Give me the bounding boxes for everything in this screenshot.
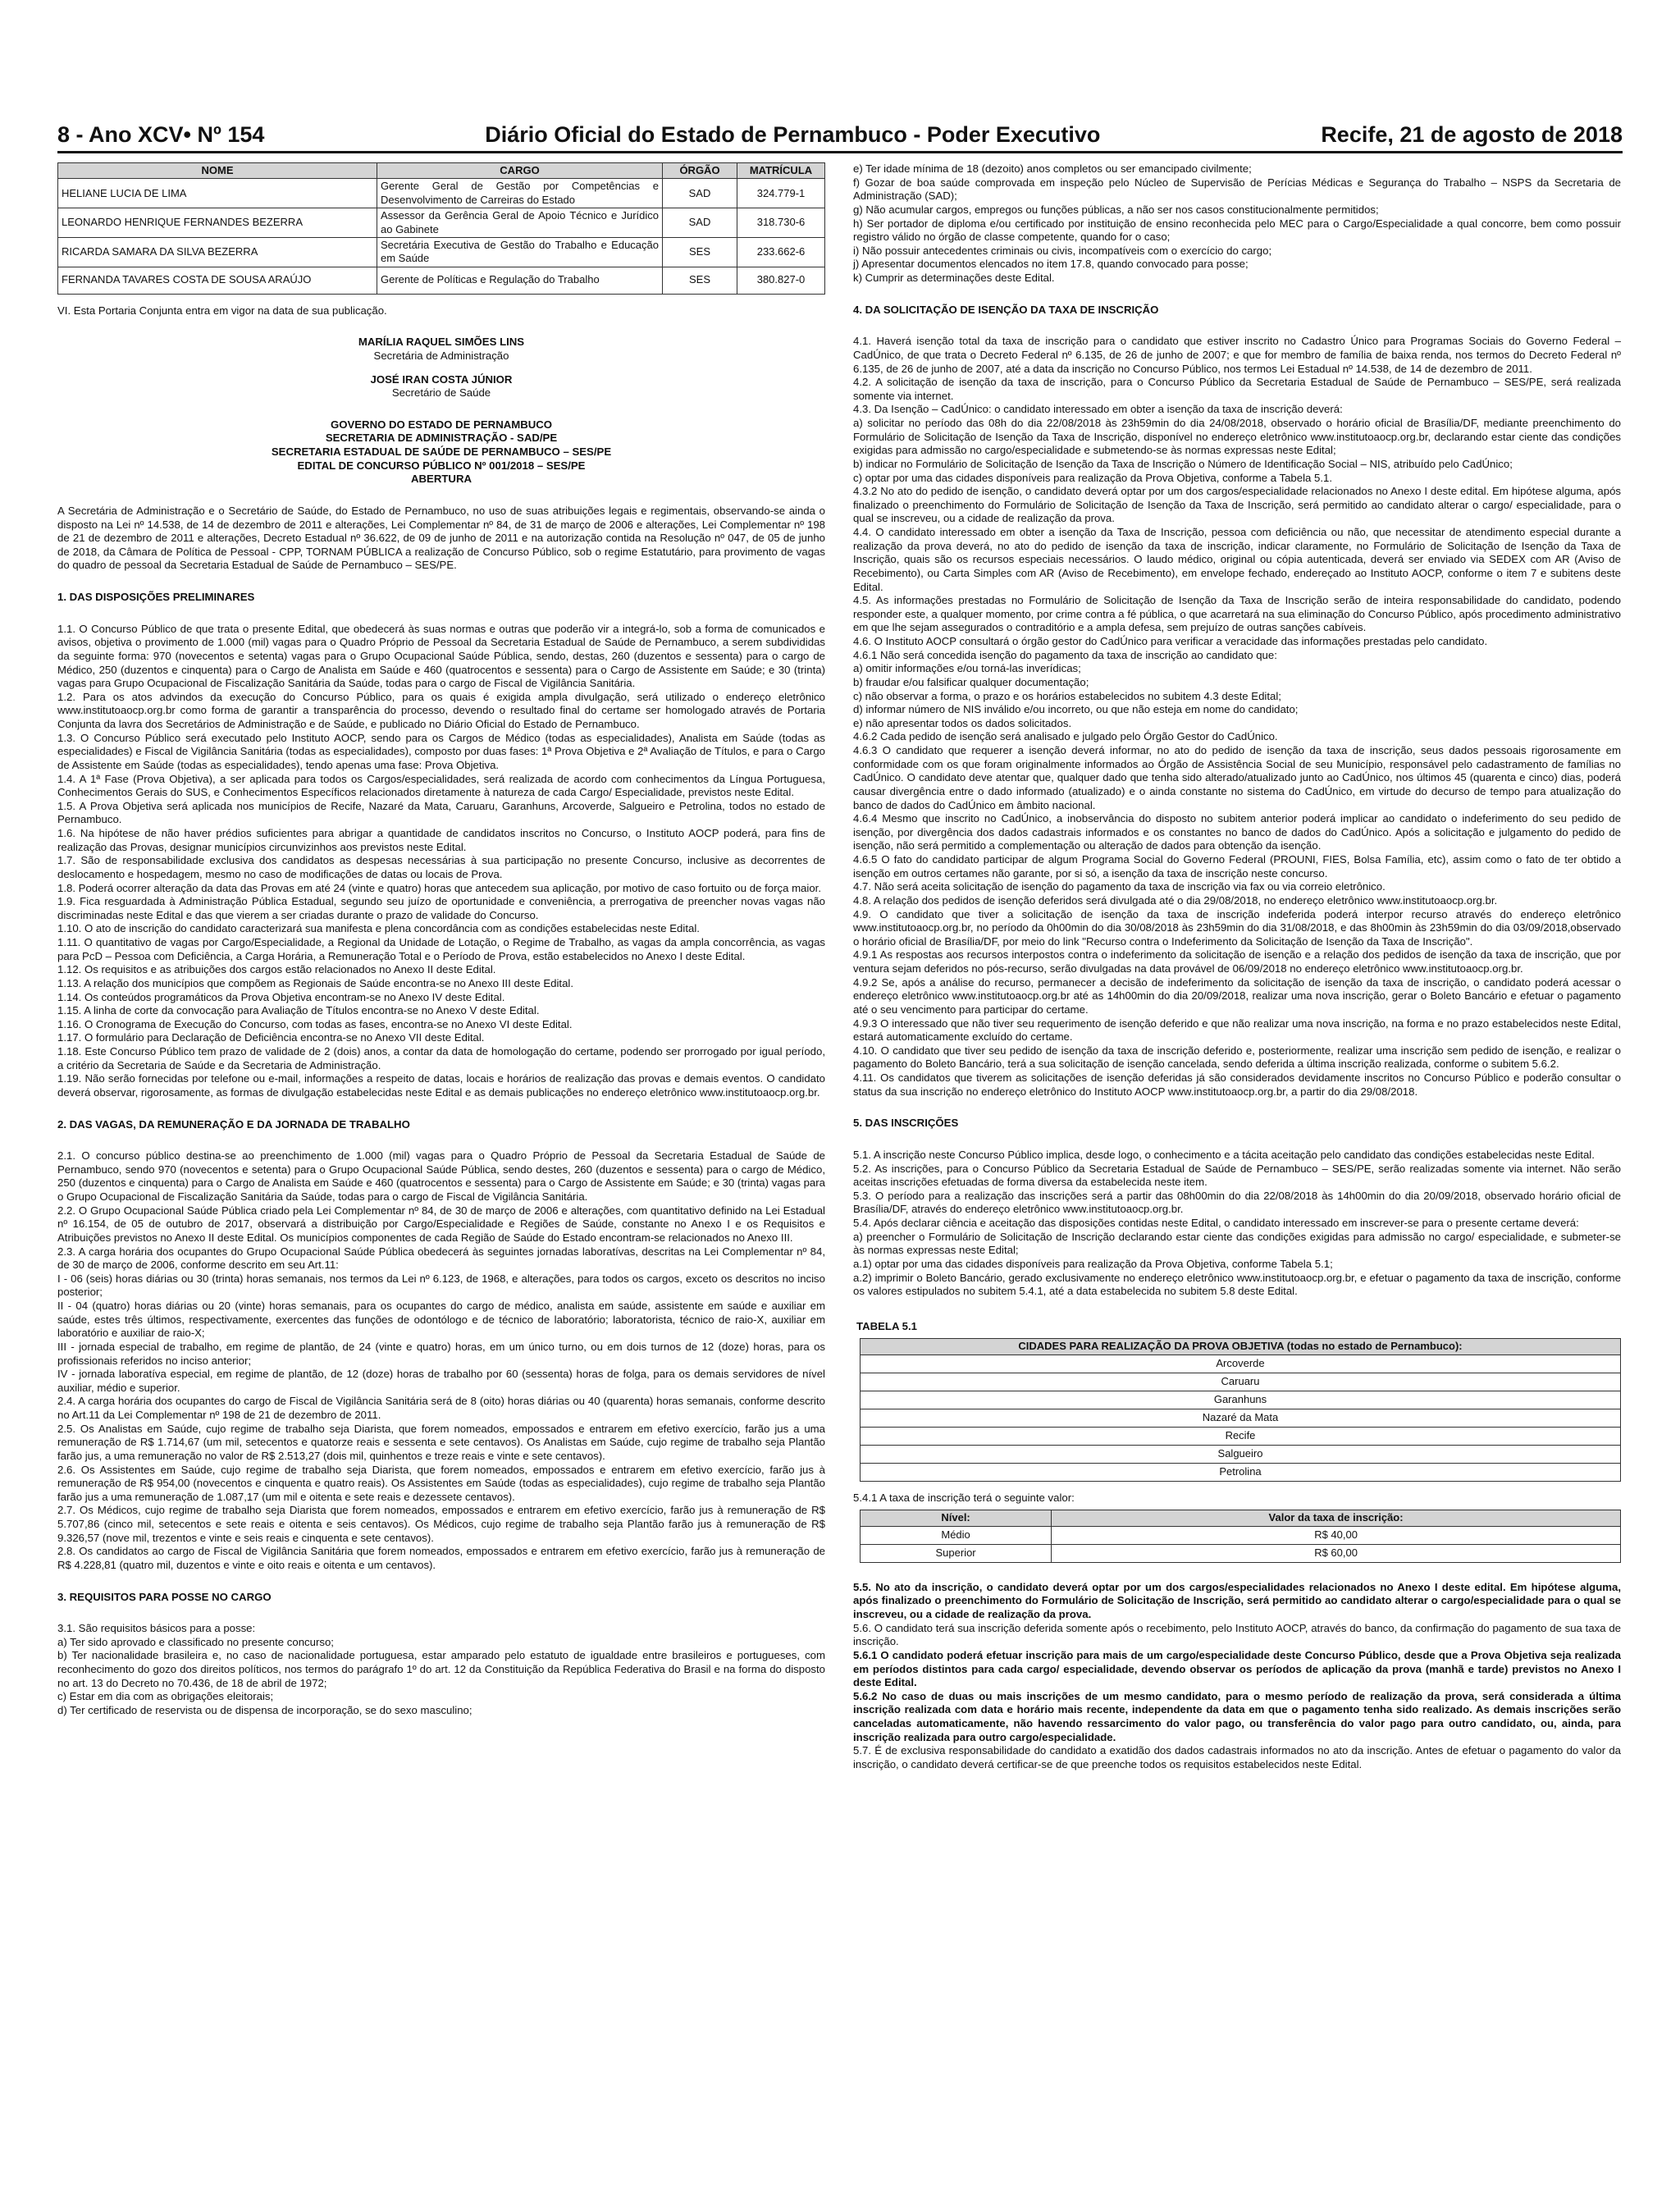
table-row: [861, 1427, 1621, 1445]
paragraph: 1.8. Poderá ocorrer alteração da data das Provas em até 24 (vinte e quatro) horas que antecedem sua aplicação, por motivo de caso fortuito ou de força maior.: [57, 881, 821, 894]
paragraph: h) Ser portador de diploma e/ou certificado por instituição de ensino reconhecida pelo MEC para o Cargo/Especialidade a qual concorre, bem como possuir registro válido no órgão de classe competente, quando for o caso;: [853, 217, 1621, 244]
paragraph: c) Estar em dia com as obrigações eleitorais;: [57, 1690, 274, 1703]
table-cell: 380.827-0: [737, 267, 825, 294]
paragraph: 1.19. Não serão fornecidas por telefone ou e-mail, informações a respeito de datas, locais e horários de realização das provas e demais eventos. O candidato deverá observar, rigorosamente, as formas de divulgação estabelecidas neste Edital e as demais publicações no endereço eletrônico www.institutoaocp.org.br.: [57, 1072, 825, 1099]
paragraph: 2.7. Os Médicos, cujo regime de trabalho seja Diarista que forem nomeados, empossados e entrarem em efetivo exercício, farão jus à remuneração de R$ 5.707,86 (cinco mil, setecentos e sete reais e oitenta e seis centavos). Os Médicos, cujo regime de trabalho seja Plantão farão jus à remuneração de R$ 9.326,57 (nove mil, trezentos e vinte e seis reais e cinquenta e sete centavos).: [57, 1504, 825, 1544]
table-row: [861, 1409, 1621, 1427]
paragraph: 2.1. O concurso público destina-se ao preenchimento de 1.000 (mil) vagas para o Quadro Próprio de Pessoal da Secretaria Estadual de Saúde de Pernambuco, sendo 970 (novecentos e setenta) para o Grupo Ocupacional Saúde Pública, sendo destes, 260 (duzentos e sessenta) para o cargo de Médico, 250 (duzentos e cinquenta) para o Cargo de Analista em Saúde e 460 (quatrocentos e sessenta) para o Cargo de Assistente em Saúde; e 30 (trinta) vagas para o Grupo Ocupacional de Fiscalização Sanitária da Saúde, todas para o cargo de Fiscal de Vigilância Sanitária.: [57, 1149, 825, 1203]
paragraph: 1.18. Este Concurso Público tem prazo de validade de 2 (dois) anos, a contar da data de homologação do certame, podendo ser prorrogado por igual período, a critério da Secretaria de Saúde e da Secretaria de Administração.: [57, 1045, 825, 1071]
paragraph: 5.3. O período para a realização das inscrições será a partir das 08h00min do dia 22/08/2018 às 14h00min do dia 20/09/2018, observado horário oficial de Brasília/DF, através do endereço eletrônico www.institutoaocp.org.br.: [853, 1189, 1621, 1216]
city-cell: Salgueiro: [861, 1445, 1621, 1463]
heading-line: GOVERNO DO ESTADO DE PERNAMBUCO: [330, 418, 553, 431]
table-cell: 324.779-1: [737, 179, 825, 208]
paragraph: 2.4. A carga horária dos ocupantes do cargo de Fiscal de Vigilância Sanitária será de 8 (oito) horas diárias ou 40 (quarenta) horas semanais, conforme descrito no Art.11 da Lei Complementar nº 198 de 21 de dezembro de 2011.: [57, 1395, 825, 1421]
paragraph: d) Ter certificado de reservista ou de dispensa de incorporação, se do sexo masculino;: [57, 1703, 472, 1716]
paragraph: 4.2. A solicitação de isenção da taxa de inscrição, para o Concurso Público da Secretaria Estadual de Saúde de Pernambuco – SES/PE, será realizada somente via internet.: [853, 376, 1621, 402]
paragraph: 1.1. O Concurso Público de que trata o presente Edital, que obedecerá às suas normas e outras que poderão vir a integrá-lo, sob a forma de comunicados e avisos, objetiva o provimento de 1.000 (mil) vagas para o Quadro Próprio de Pessoal da Secretaria Estadual de Saúde de Pernambuco, a serem subdivididas da seguinte forma: 970 (novecentos e setenta) vagas para o Grupo Ocupacional Saúde Pública, sendo, destas, 260 (duzentos e sessenta) para o cargo de Médico, 250 (duzentos e cinquenta) para o Cargo de Analista em Saúde e 460 (quatrocentos e sessenta) para o Cargo de Assistente em Saúde; e 30 (trinta) vagas para Grupo Ocupacional de Fiscalização Sanitária da Saúde, todas para o cargo de Fiscal de Vigilância Sanitária.: [57, 622, 825, 690]
column-header: Valor da taxa de inscrição:: [1052, 1510, 1621, 1526]
table-cell: RICARDA SAMARA DA SILVA BEZERRA: [58, 237, 377, 267]
edital-heading: [57, 418, 825, 487]
table-row: [58, 237, 825, 267]
publication-date: Recife, 21 de agosto de 2018: [1321, 122, 1623, 147]
section-5-body: [853, 1149, 1621, 1299]
section-title: 1. DAS DISPOSIÇÕES PRELIMINARES: [57, 591, 255, 603]
column-header: CIDADES PARA REALIZAÇÃO DA PROVA OBJETIVA (todas no estado de Pernambuco):: [861, 1339, 1621, 1355]
paragraph: 4.5. As informações prestadas no Formulário de Solicitação de Isenção da Taxa de Inscrição serão de inteira responsabilidade do candidato, podendo responder este, a qualquer momento, por crime contra a fé pública, o que acarretará na sua eliminação do Concurso Público, após procedimento administrativo em que lhe sejam assegurados o contraditório e a ampla defesa, sem prejuízo de outras sanções cabíveis.: [853, 594, 1621, 634]
paragraph: 1.16. O Cronograma de Execução do Concurso, com todas as fases, encontra-se no Anexo VI deste Edital.: [57, 1017, 573, 1030]
paragraph: 4.9. O candidato que tiver a solicitação de isenção da taxa de inscrição indeferida poderá interpor recurso através do endereço eletrônico www.institutoaocp.org.br, no período da 0h00min do dia 30/08/2018 às 23h59min do dia 31/08/2018, e das 8h00min às 23h59min do dia 03/09/2018,observado o horário oficial de Brasília/DF, por meio do link "Recurso contra o Indeferimento da Solicitação de Isenção da Taxa de Inscrição".: [853, 907, 1621, 948]
column-header: CARGO: [377, 163, 663, 179]
table-row: [58, 267, 825, 294]
paragraph: IV - jornada laboratíva especial, em regime de plantão, de 12 (doze) horas de trabalho por 60 (sessenta) horas de folga, para os demais servidores de nível auxiliar, médio e superior.: [57, 1368, 825, 1394]
table-row: [861, 1373, 1621, 1391]
paragraph: g) Não acumular cargos, empregos ou funções públicas, a não ser nos casos constitucionalmente permitidos;: [853, 203, 1379, 216]
paragraph: 4.6.1 Não será concedida isenção do pagamento da taxa de inscrição ao candidato que:: [853, 648, 1277, 661]
paragraph: a) Ter sido aprovado e classificado no presente concurso;: [57, 1635, 334, 1648]
table-cell: HELIANE LUCIA DE LIMA: [58, 179, 377, 208]
fees-table: [860, 1510, 1621, 1562]
paragraph: a.2) imprimir o Boleto Bancário, gerado exclusivamente no endereço eletrônico www.institutoaocp.org.br, e efetuar o pagamento da taxa de inscrição, conforme os valores estipulados no subitem 5.4.1, até a data estabelecida no subitem 5.8 deste Edital.: [853, 1271, 1621, 1298]
column-header: NOME: [58, 163, 377, 179]
heading-line: EDITAL DE CONCURSO PÚBLICO Nº 001/2018 – SES/PE: [297, 459, 586, 472]
paragraph: 1.13. A relação dos municípios que compõem as Regionais de Saúde encontra-se no Anexo III deste Edital.: [57, 976, 573, 989]
paragraph: 5.2. As inscrições, para o Concurso Público da Secretaria Estadual de Saúde de Pernambuco – SES/PE, serão realizadas somente via internet. Não serão aceitas inscrições efetuadas de forma diversa da estabelecida neste item.: [853, 1162, 1621, 1189]
table-row: [861, 1355, 1621, 1373]
section-5-continued: [853, 1581, 1621, 1772]
paragraph: 1.10. O ato de inscrição do candidato caracterizará sua manifesta e plena concordância com as condições estabelecidas neste Edital.: [57, 922, 700, 935]
paragraph: b) fraudar e/ou falsificar qualquer documentação;: [853, 675, 1089, 688]
paragraph: II - 04 (quatro) horas diárias ou 20 (vinte) horas semanais, para os ocupantes do cargo de médico, analista em saúde, assistente em saúde e auxiliar em saúde, estes três últimos, respectivamente, exercentes das funções de odontólogo e de técnico de laboratório; laboratorista, técnico de raio-X, auxiliar em laboratório e auxiliar de raio-X;: [57, 1300, 825, 1340]
page-header: [57, 115, 1623, 153]
section-1-body: [57, 623, 825, 1100]
paragraph: 5.6.1 O candidato poderá efetuar inscrição para mais de um cargo/especialidade deste Concurso Público, desde que a Prova Objetiva seja realizada em períodos distintos para cada cargo/ especialidade, devendo observar os períodos de aplicação da prova (manhã e tarde) previstos no Anexo I deste Edital.: [853, 1648, 1621, 1689]
paragraph: 5.4. Após declarar ciência e aceitação das disposições contidas neste Edital, o candidato interessado em inscrever-se para o presente certame deverá:: [853, 1217, 1579, 1229]
table-cell: SES: [663, 267, 737, 294]
table-row: [861, 1391, 1621, 1409]
paragraph: c) não observar a forma, o prazo e os horários estabelecidos no subitem 4.3 deste Edital;: [853, 689, 1281, 702]
signatory-role: Secretária de Administração: [373, 349, 509, 362]
paragraph: f) Gozar de boa saúde comprovada em inspeção pelo Núcleo de Supervisão de Perícias Médicas e Segurança do Trabalho – NSPS da Secretaria de Administração (SAD);: [853, 176, 1621, 203]
paragraph: 2.8. Os candidatos ao cargo de Fiscal de Vigilância Sanitária que forem nomeados, empossados e entrarem em efetivo exercício, farão jus à remuneração de R$ 4.228,81 (quatro mil, duzentos e vinte e oito reais e oitenta e um centavos).: [57, 1545, 825, 1571]
paragraph: 5.6. O candidato terá sua inscrição deferida somente após o recebimento, pelo Instituto AOCP, através do banco, da confirmação do pagamento de sua taxa de inscrição.: [853, 1621, 1621, 1648]
table-row: [58, 208, 825, 238]
city-cell: Recife: [861, 1427, 1621, 1445]
paragraph: j) Apresentar documentos elencados no item 17.8, quando convocado para posse;: [853, 258, 1249, 271]
paragraph: 4.11. Os candidatos que tiverem as solicitações de isenção deferidas já são considerados devidamente inscritos no Concurso Público e poderão consultar o status da sua inscrição no endereço eletrônico do Instituto AOCP www.institutoaocp.org.br, a partir do dia 29/08/2018.: [853, 1071, 1621, 1098]
paragraph: 1.5. A Prova Objetiva será aplicada nos municípios de Recife, Nazaré da Mata, Caruaru, Garanhuns, Arcoverde, Salgueiro e Petrolina, todos no estado de Pernambuco.: [57, 799, 825, 826]
table-cell: Secretária Executiva de Gestão do Trabalho e Educação em Saúde: [377, 237, 663, 267]
table-cell: 233.662-6: [737, 237, 825, 267]
table-cell: FERNANDA TAVARES COSTA DE SOUSA ARAÚJO: [58, 267, 377, 294]
paragraph: 4.10. O candidato que tiver seu pedido de isenção da taxa de inscrição deferido e, posteriormente, realizar uma inscrição sem pedido de isenção, e realizar o pagamento do Boleto Bancário, terá a sua solicitação de isenção cancelada, sendo deferida a última inscrição realizada, conforme o subitem 5.6.2.: [853, 1044, 1621, 1071]
paragraph: b) Ter nacionalidade brasileira e, no caso de nacionalidade portuguesa, estar amparado pelo estatuto de igualdade entre brasileiros e portugueses, com reconhecimento do gozo dos direitos políticos, nos termos do parágrafo 1º do art. 12 da Constituição da República Federativa do Brasil e na forma do disposto no art. 13 do Decreto no 70.436, de 18 de abril de 1972;: [57, 1649, 825, 1689]
paragraph: III - jornada especial de trabalho, em regime de plantão, de 24 (vinte e quatro) horas, em um único turno, ou em dois turnos de 12 (doze) horas, para os profissionais referidos no inciso anterior;: [57, 1340, 825, 1367]
paragraph: 4.7. Não será aceita solicitação de isenção do pagamento da taxa de inscrição via fax ou via correio eletrônico.: [853, 880, 1386, 893]
effective-clause: VI. Esta Portaria Conjunta entra em vigor na data de sua publicação.: [57, 304, 387, 317]
paragraph: 5.7. É de exclusiva responsabilidade do candidato a exatidão dos dados cadastrais informados no ato da inscrição. Antes de efetuar o pagamento do valor da inscrição, o candidato deverá certificar-se de que preenche todos os requisitos estabelecidos neste Edital.: [853, 1744, 1621, 1770]
intro-paragraph: A Secretária de Administração e o Secretário de Saúde, do Estado de Pernambuco, no uso de suas atribuições legais e regimentais, observando-se ainda o disposto na Lei nº 14.538, de 14 de dezembro de 2011 e alterações, Lei Complementar nº 84, de 31 de março de 2006 e alterações, Lei Complementar nº 198 de 21 de dezembro de 2011 e alterações, Decreto Estadual nº 36.622, de 09 de junho de 2011 e na autorização contida na Resolução nº 047, de 05 de junho de 2018, da Câmara de Política de Pessoal - CPP, TORNAM PÚBLICA a realização de Concurso Público, sob o regime Estatutário, para provimento de vagas do quadro de pessoal da Secretaria Estadual de Saúde de Pernambuco – SES/PE.: [57, 504, 825, 572]
paragraph: a) solicitar no período das 08h do dia 22/08/2018 às 23h59min do dia 24/08/2018, observado o horário oficial de Brasília/DF, mediante preenchimento do Formulário de Solicitação de Isenção da Taxa de Inscrição, disponível no endereço eletrônico www.institutoaocp.org.br, declarando estar ciente das condições exigidas para admissão no cargo/especialidade e submetendo-se às normas expressas neste Edital;: [853, 417, 1621, 457]
table-cell: R$ 40,00: [1052, 1526, 1621, 1544]
paragraph: e) Ter idade mínima de 18 (dezoito) anos completos ou ser emancipado civilmente;: [853, 162, 1252, 175]
table-cell: Assessor da Gerência Geral de Apoio Técnico e Jurídico ao Gabinete: [377, 208, 663, 238]
table-cell: Médio: [861, 1526, 1052, 1544]
table-row: [861, 1544, 1621, 1562]
signatory-name: MARÍLIA RAQUEL SIMÕES LINS: [358, 336, 525, 349]
paragraph: d) informar número de NIS inválido e/ou incorreto, ou que não esteja em nome do candidato;: [853, 703, 1299, 716]
publication-title: Diário Oficial do Estado de Pernambuco - Poder Executivo: [485, 122, 1101, 147]
paragraph: 4.9.1 As respostas aos recursos interpostos contra o indeferimento da solicitação de isenção e a relação dos pedidos de isenção da taxa de inscrição, que por ventura sejam deferidos no pós-recurso, serão divulgadas na data provável de 06/09/2018 no endereço eletrônico www.institutoaocp.org.br.: [853, 948, 1621, 975]
paragraph: 3.1. São requisitos básicos para a posse:: [57, 1622, 256, 1635]
paragraph: a) omitir informações e/ou torná-las inverídicas;: [853, 662, 1081, 675]
paragraph: 4.9.3 O interessado que não tiver seu requerimento de isenção deferido e que não realizar uma nova inscrição, na forma e no prazo estabelecidos neste Edital, estará automaticamente excluído do certame.: [853, 1016, 1621, 1044]
paragraph: 4.3. Da Isenção – CadÚnico: o candidato interessado em obter a isenção da taxa de inscrição deverá:: [853, 403, 1343, 416]
paragraph: 1.14. Os conteúdos programáticos da Prova Objetiva encontram-se no Anexo IV deste Edital.: [57, 990, 505, 1003]
table-cell: LEONARDO HENRIQUE FERNANDES BEZERRA: [58, 208, 377, 238]
heading-line: SECRETARIA ESTADUAL DE SAÚDE DE PERNAMBUCO – SES/PE: [271, 445, 612, 458]
paragraph: k) Cumprir as determinações deste Edital.: [853, 272, 1055, 284]
city-cell: Arcoverde: [861, 1355, 1621, 1373]
city-cell: Petrolina: [861, 1463, 1621, 1481]
paragraph: 5.5. No ato da inscrição, o candidato deverá optar por um dos cargos/especialidades relacionados no Anexo I deste edital. Em hipótese alguma, após finalizado o preenchimento do Formulário de Solicitação de Inscrição, será permitido ao candidato alterar o cargo/especialidade para o qual se inscreveu, ou a cidade de realização da prova.: [853, 1580, 1621, 1620]
table-row: [861, 1463, 1621, 1481]
paragraph: 1.7. São de responsabilidade exclusiva dos candidatos as despesas necessárias à sua participação no presente Concurso, inclusive as decorrentes de deslocamento e hospedagem, mesmo no caso de modificações de datas ou locais de Prova.: [57, 854, 825, 880]
table-row: [861, 1526, 1621, 1544]
table-cell: Superior: [861, 1544, 1052, 1562]
paragraph: 4.6.5 O fato do candidato participar de algum Programa Social do Governo Federal (PROUNI, FIES, Bolsa Família, etc), assim como o fato de ter obtido a isenção em outros certames não garante, por si só, a isenção da taxa de inscrição neste concurso.: [853, 853, 1621, 879]
right-column: [853, 162, 1621, 1772]
section-4-body: [853, 335, 1621, 1099]
section-title: 2. DAS VAGAS, DA REMUNERAÇÃO E DA JORNADA DE TRABALHO: [57, 1117, 410, 1131]
paragraph: a.1) optar por uma das cidades disponíveis para realização da Prova Objetiva, conforme Tabela 5.1;: [853, 1257, 1333, 1270]
section-3-continued: [853, 162, 1621, 286]
newspaper-page: [57, 0, 1623, 2202]
table-header-row: [58, 163, 825, 179]
section-2-body: [57, 1149, 825, 1572]
paragraph: I - 06 (seis) horas diárias ou 30 (trinta) horas semanais, nos termos da Lei nº 6.123, de 1968, e alterações, para todos os cargos, exceto os descritos no inciso posterior;: [57, 1272, 825, 1299]
heading-line: SECRETARIA DE ADMINISTRAÇÃO - SAD/PE: [325, 432, 558, 445]
paragraph: 1.3. O Concurso Público será executado pelo Instituto AOCP, sendo para os Cargos de Médico (todas as especialidades), Analista em Saúde (todas as especialidades) e Fiscal de Vigilância Sanitária (todas as especialidades), composto por duas fases: 1ª Prova Objetiva e 2ª Avaliação de Títulos, e para o Cargo de Assistente em Saúde (todas as especialidades), tendo apenas uma fase: Prova Objetiva.: [57, 731, 825, 771]
section-title: 4. DA SOLICITAÇÃO DE ISENÇÃO DA TAXA DE INSCRIÇÃO: [853, 303, 1159, 316]
table-row: [58, 179, 825, 208]
city-cell: Garanhuns: [861, 1391, 1621, 1409]
column-header: ÓRGÃO: [663, 163, 737, 179]
paragraph: c) optar por uma das cidades disponíveis para realização da Prova Objetiva, conforme a Tabela 5.1.: [853, 471, 1332, 484]
paragraph: b) indicar no Formulário de Solicitação de Isenção da Taxa de Inscrição o Número de Identificação Social – NIS, atribuído pelo CadÚnico;: [853, 457, 1513, 470]
paragraph: 4.6. O Instituto AOCP consultará o órgão gestor do CadÚnico para verificar a veracidade das informações prestadas pelo candidato.: [853, 635, 1488, 647]
paragraph: 4.1. Haverá isenção total da taxa de inscrição para o candidato que estiver inscrito no Cadastro Único para Programas Sociais do Governo Federal – CadÚnico, de que trata o Decreto Federal nº 6.135, de 26 de junho de 2007; e que for membro de família de baixa renda, nos termos do Decreto Federal nº 6.135, de 26 de junho de 2007, até a data da inscrição no Concurso Público, nos termos Lei Estadual nº 14.538, de 14 de dezembro de 2011.: [853, 335, 1621, 375]
paragraph: 5.1. A inscrição neste Concurso Público implica, desde logo, o conhecimento e a tácita aceitação pelo candidato das condições estabelecidas neste Edital.: [853, 1148, 1595, 1161]
paragraph: 1.12. Os requisitos e as atribuições dos cargos estão relacionados no Anexo II deste Edital.: [57, 963, 496, 976]
paragraph: 1.17. O formulário para Declaração de Deficiência encontra-se no Anexo VII deste Edital.: [57, 1031, 485, 1044]
paragraph: 4.8. A relação dos pedidos de isenção deferidos será divulgada até o dia 29/08/2018, no endereço eletrônico www.institutoaocp.org.br.: [853, 893, 1498, 907]
paragraph: 2.6. Os Assistentes em Saúde, cujo regime de trabalho seja Diarista, que forem nomeados, empossados e entrarem em efetivo exercício, farão jus à remuneração de R$ 954,00 (novecentos e cinquenta e quatro reais). Os Assistentes em Saúde (todas as especialidades), cujo regime de trabalho seja Plantão farão jus a uma remuneração de 1.087,17 (um mil e oitenta e sete reais e dezessete centavos).: [57, 1463, 825, 1503]
paragraph: 4.3.2 No ato do pedido de isenção, o candidato deverá optar por um dos cargos/especialidade relacionados no Anexo I deste edital. Em hipótese alguma, após finalizado o preenchimento do Formulário de Solicitação de Isenção da Taxa de Inscrição, será permitido ao candidato alterar o cargo/ especialidade, para o qual se inscreveu, ou a cidade de realização da prova.: [853, 485, 1621, 525]
table-title: TABELA 5.1: [856, 1319, 918, 1332]
column-header: Nível:: [861, 1510, 1052, 1526]
signatory-role: Secretário de Saúde: [391, 386, 491, 400]
names-table: [57, 162, 825, 295]
paragraph: 5.6.2 No caso de duas ou mais inscrições de um mesmo candidato, para o mesmo período de realização da prova, será considerada a última inscrição realizada com data e horário mais recente, independente da data em que o pagamento tenha sido realizado. As demais inscrições serão canceladas automaticamente, não havendo ressarcimento do valor pago, ou transferência do valor pago para outro candidato, ou, ainda, para inscrição realizada para outro cargo/especialidade.: [853, 1689, 1621, 1743]
signatory-name: JOSÉ IRAN COSTA JÚNIOR: [370, 372, 513, 386]
table-cell: Gerente Geral de Gestão por Competências e Desenvolvimento de Carreiras do Estado: [377, 179, 663, 208]
table-cell: 318.730-6: [737, 208, 825, 238]
city-cell: Nazaré da Mata: [861, 1409, 1621, 1427]
paragraph: i) Não possuir antecedentes criminais ou civis, incompatíveis com o exercício do cargo;: [853, 244, 1272, 257]
table-cell: Gerente de Políticas e Regulação do Trabalho: [377, 267, 663, 294]
table-cell: SAD: [663, 208, 737, 238]
page-number: 8 - Ano XCV• Nº 154: [57, 122, 265, 147]
table-cell: SES: [663, 237, 737, 267]
paragraph: 2.5. Os Analistas em Saúde, cujo regime de trabalho seja Diarista, que forem nomeados, empossados e entrarem em efetivo exercício, farão jus a uma remuneração de R$ 1.714,67 (um mil, setecentos e quatorze reais e sessenta e sete centavos). Os Analistas em Saúde, cujo regime de trabalho seja Plantão farão jus, a uma remuneração no valor de R$ 2.513,27 (dois mil, quinhentos e treze reais e vinte e sete centavos).: [57, 1422, 825, 1462]
city-cell: Caruaru: [861, 1373, 1621, 1391]
paragraph: 1.2. Para os atos advindos da execução do Concurso Público, para os quais é exigida ampla divulgação, será utilizado o endereço eletrônico www.institutoaocp.org.br como forma de garantir a transparência do processo, devendo o resultado final do certame ser homologado através de Portaria Conjunta da lavra dos Secretários de Administração e de Saúde, e publicado no Diário Oficial do Estado de Pernambuco.: [57, 690, 825, 730]
table-cell: R$ 60,00: [1052, 1544, 1621, 1562]
paragraph: 4.6.3 O candidato que requerer a isenção deverá informar, no ato do pedido de isenção da taxa de inscrição, seus dados pessoais rigorosamente em conformidade com os que foram originalmente informados ao Órgão de Assistência Social de seu Município, responsável pelo cadastramento de famílias no CadÚnico. O candidato deve atentar que, qualquer dado que tenha sido alterado/atualizado junto ao CadÚnico, nos últimos 45 (quarenta e cinco) dias, poderá causar divergência entre o dado informado (atualizado) e o ainda constante no sistema do CadÚnico, em virtude do decurso de tempo para atualização do banco de dados do CadÚnico em âmbito nacional.: [853, 744, 1621, 811]
paragraph: 1.4. A 1ª Fase (Prova Objetiva), a ser aplicada para todos os Cargos/especialidades, será realizada de acordo com conhecimentos da Língua Portuguesa, Conhecimentos Gerais do SUS, e Conhecimentos Específicos relacionados diretamente à natureza de cada Cargo/ Especialidade, previstos neste Edital.: [57, 772, 825, 799]
section-title: 3. REQUISITOS PARA POSSE NO CARGO: [57, 1590, 272, 1603]
paragraph: 1.9. Fica resguardada à Administração Pública Estadual, segundo seu juízo de oportunidade e conveniência, a prerrogativa de preencher novas vagas não discriminadas neste Edital e das que vierem a ser criadas durante o prazo de validade do Concurso.: [57, 895, 825, 921]
paragraph: 4.9.2 Se, após a análise do recurso, permanecer a decisão de indeferimento da solicitação de isenção da taxa de inscrição, o candidato poderá acessar o endereço eletrônico www.institutoaocp.org.br até as 14h00min do dia 20/09/2018, realizar uma nova inscrição, gerar o Boleto Bancário e efetuar o pagamento até o seu vencimento para participar do certame.: [853, 975, 1621, 1016]
table-cell: SAD: [663, 179, 737, 208]
paragraph: 4.6.4 Mesmo que inscrito no CadÚnico, a inobservância do disposto no subitem anterior poderá implicar ao candidato o indeferimento do seu pedido de isenção, por divergência dos dados cadastrais informados e os constantes no banco de dados do CadÚnico. Após a solicitação e julgamento do pedido de isenção, não será permitido a complementação ou alteração de dados para obtenção da isenção.: [853, 812, 1621, 852]
left-column: [57, 162, 825, 1718]
paragraph: 1.15. A linha de corte da convocação para Avaliação de Títulos encontra-se no Anexo V deste Edital.: [57, 1004, 540, 1017]
cities-table: [860, 1338, 1621, 1481]
paragraph: 2.3. A carga horária dos ocupantes do Grupo Ocupacional Saúde Pública obedecerá às seguintes jornadas laboratívas, descritas na Lei Complementar nº 84, de 30 de março de 2006, conforme descrito em seu Art.11:: [57, 1245, 825, 1272]
heading-line: ABERTURA: [411, 473, 472, 486]
paragraph: 4.6.2 Cada pedido de isenção será analisado e julgado pelo Órgão Gestor do CadÚnico.: [853, 730, 1278, 743]
column-header: MATRÍCULA: [737, 163, 825, 179]
paragraph: e) não apresentar todos os dados solicitados.: [853, 716, 1072, 729]
section-title: 5. DAS INSCRIÇÕES: [853, 1117, 959, 1130]
paragraph: 1.11. O quantitativo de vagas por Cargo/Especialidade, a Regional da Unidade de Lotação, o Regime de Trabalho, as vagas da ampla concorrência, as vagas para PcD – Pessoa com Deficiência, a Carga Horária, a Remuneração Total e o Período de Prova, estão estabelecidos no Anexo I deste Edital.: [57, 936, 825, 962]
section-3-body: [57, 1622, 825, 1717]
paragraph: 2.2. O Grupo Ocupacional Saúde Pública criado pela Lei Complementar nº 84, de 30 de março de 2006 e alterações, com quantitativo definido na Lei Estadual nº 16.154, de 05 de outubro de 2017, observará a distribuição por Cargo/Especialidade e Regiões de Saúde, constante no Anexo I e os Requisitos e Atribuições previstos no Anexo II deste Edital. Os municípios componentes de cada Região de Saúde do Estado encontram-se relacionados no Anexo III.: [57, 1204, 825, 1244]
table-row: [861, 1445, 1621, 1463]
paragraph: 1.6. Na hipótese de não haver prédios suficientes para abrigar a quantidade de candidatos inscritos no Concurso, o Instituto AOCP poderá, para fins de realização das Provas, designar municípios circunvizinhos aos previstos neste Edital.: [57, 827, 825, 853]
paragraph: a) preencher o Formulário de Solicitação de Inscrição declarando estar ciente das condições exigidas para admissão no cargo/ especialidade, e submeter-se às normas expressas neste Edital;: [853, 1230, 1621, 1257]
paragraph: 4.4. O candidato interessado em obter a isenção da Taxa de Inscrição, pessoa com deficiência ou não, que necessitar de atendimento especial durante a realização da prova deverá, no ato do pedido de isenção da taxa de inscrição, indicar claramente, no Formulário de Solicitação de Isenção da Taxa de Inscrição, quais são os recursos especiais necessários. O laudo médico, original ou cópia autenticada, deverá ser enviado via SEDEX com AR (Aviso de Recebimento), ou Carta Simples com AR (Aviso de Recebimento), em envelope fechado, endereçado ao Instituto AOCP, conforme o item 7 e subitens deste Edital.: [853, 526, 1621, 593]
fee-intro: 5.4.1 A taxa de inscrição terá o seguinte valor:: [853, 1491, 1075, 1504]
